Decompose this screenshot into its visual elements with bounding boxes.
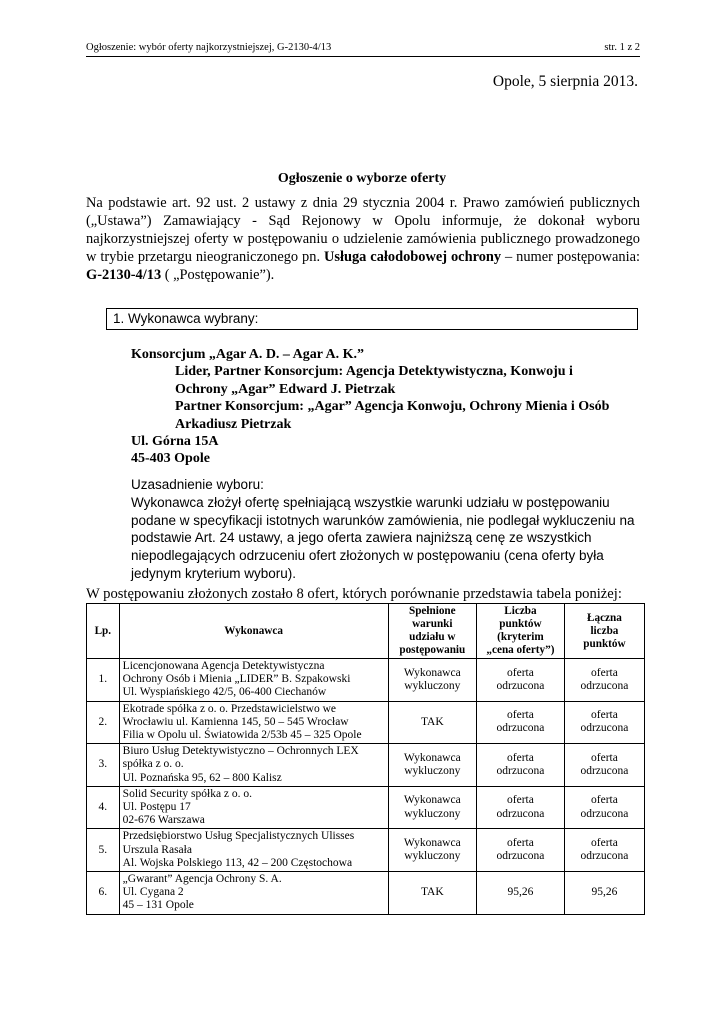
section-heading-box xyxy=(106,308,638,330)
page-header xyxy=(86,42,640,57)
cell-line: oferta xyxy=(507,751,534,764)
cell-warunki xyxy=(388,744,476,787)
cell-line: odrzucona xyxy=(496,850,545,863)
cell-line: odrzucona xyxy=(496,807,545,820)
cell-line: Solid Security spółka z o. o. xyxy=(122,787,253,800)
cell-line: odrzucona xyxy=(496,679,545,692)
header-laczna-line: liczba xyxy=(590,624,619,637)
justification-line: jedynym kryterium wyboru). xyxy=(131,565,297,581)
cell-line: wykluczony xyxy=(404,850,461,863)
cell-laczna xyxy=(564,786,644,829)
consortium-partner-line1: Partner Konsorcjum: „Agar” Agencja Konwoju, Ochrony Mienia i Osób xyxy=(175,399,610,415)
cell-line: Wrocławiu ul. Kamienna 145, 50 – 545 Wrocław xyxy=(122,715,349,728)
justification-line: podane w specyfikacji istotnych warunków zamówienia, nie podlegał wykluczeniu na xyxy=(131,512,635,528)
header-laczna xyxy=(564,604,644,659)
justification-heading: Uzasadnienie wyboru: xyxy=(131,477,264,492)
cell-punkty xyxy=(477,786,565,829)
cell-line: wykluczony xyxy=(404,679,461,692)
cell-line: odrzucona xyxy=(580,722,629,735)
cell-lp: 2. xyxy=(87,701,120,744)
cell-line: odrzucona xyxy=(496,765,545,778)
cell-line: Przedsiębiorstwo Usług Specjalistycznych Ulisses xyxy=(122,830,355,843)
header-warunki xyxy=(388,604,476,659)
table-header-row xyxy=(87,604,645,659)
cell-line: Biuro Usług Detektywistyczno – Ochronnych LEX xyxy=(122,745,359,758)
cell-laczna xyxy=(564,829,644,872)
header-warunki-line: postępowaniu xyxy=(399,644,466,656)
cell-punkty xyxy=(477,659,565,702)
cell-lp: 6. xyxy=(87,872,120,915)
cell-line: oferta xyxy=(507,709,534,722)
cell-line: Wykonawca xyxy=(403,751,461,764)
cell-laczna xyxy=(564,701,644,744)
cell-warunki xyxy=(388,659,476,702)
cell-wykonawca xyxy=(119,786,388,829)
cell-line: „Gwarant” Agencja Ochrony S. A. xyxy=(122,873,282,886)
selected-contractor xyxy=(131,346,641,468)
cell-lp: 3. xyxy=(87,744,120,787)
justification-line: podstawie Art. 24 ustawy, a jego oferta zawiera najniższą cenę ze wszystkich xyxy=(131,530,592,546)
cell-wykonawca xyxy=(119,829,388,872)
table-row xyxy=(87,786,645,829)
consortium-street: Ul. Górna 15A xyxy=(131,434,219,450)
intro-paragraph xyxy=(86,194,640,284)
cell-punkty xyxy=(477,701,565,744)
cell-line: Ul. Wyspiańskiego 42/5, 06-400 Ciechanów xyxy=(122,686,327,699)
table-row xyxy=(87,659,645,702)
header-punkty-line: (kryterim xyxy=(497,631,544,643)
header-lp: Lp. xyxy=(87,604,120,659)
consortium-leader-line2: Ochrony „Agar” Edward J. Pietrzak xyxy=(175,381,396,397)
cell-punkty xyxy=(477,829,565,872)
cell-wykonawca xyxy=(119,744,388,787)
cell-line: 45 – 131 Opole xyxy=(122,899,194,912)
justification-line: Wykonawca złożył ofertę spełniającą wszystkie warunki udziału w postępowaniu xyxy=(131,494,610,510)
cell-line: Wykonawca xyxy=(403,837,461,850)
cell-line: wykluczony xyxy=(404,765,461,778)
cell-line: odrzucona xyxy=(580,807,629,820)
table-row xyxy=(87,744,645,787)
cell-line: Urszula Rasała xyxy=(122,843,192,856)
cell-lp: 5. xyxy=(87,829,120,872)
cell-line: 95,26 xyxy=(591,886,618,899)
justification xyxy=(131,476,641,583)
cell-line: TAK xyxy=(420,715,444,728)
cell-punkty xyxy=(477,872,565,915)
table-row xyxy=(87,701,645,744)
cell-line: wykluczony xyxy=(404,807,461,820)
header-punkty xyxy=(477,604,565,659)
cell-line: TAK xyxy=(420,886,444,899)
cell-line: oferta xyxy=(591,794,618,807)
cell-line: odrzucona xyxy=(580,765,629,778)
justification-line: niepodlegających odrzuceniu ofert złożonych w postępowaniu (cena oferty była xyxy=(131,548,604,564)
cell-wykonawca xyxy=(119,872,388,915)
cell-punkty xyxy=(477,744,565,787)
header-title: Ogłoszenie: wybór oferty najkorzystniejszej, G-2130-4/13 xyxy=(86,42,332,53)
intro-service-name: Usługa całodobowej ochrony xyxy=(323,249,502,265)
cell-line: 02-676 Warszawa xyxy=(122,814,205,827)
cell-lp: 4. xyxy=(87,786,120,829)
table-row xyxy=(87,829,645,872)
cell-line: 95,26 xyxy=(507,886,534,899)
cell-line: oferta xyxy=(591,666,618,679)
cell-line: Licencjonowana Agencja Detektywistyczna xyxy=(122,660,325,672)
header-warunki-line: Spełnione xyxy=(408,605,456,617)
cell-line: Ul. Postępu 17 xyxy=(122,801,191,814)
cell-line: odrzucona xyxy=(496,722,545,735)
consortium-leader-line1: Lider, Partner Konsorcjum: Agencja Detektywistyczna, Konwoju i xyxy=(175,364,573,380)
cell-line: oferta xyxy=(507,794,534,807)
header-punkty-line: Liczba xyxy=(504,605,537,617)
cell-line: Filia w Opolu ul. Światowida 2/53b 45 – 325 Opole xyxy=(122,729,362,742)
cell-line: Wykonawca xyxy=(403,666,461,679)
cell-wykonawca xyxy=(119,659,388,702)
consortium-city: 45-403 Opole xyxy=(131,451,210,467)
document-date: Opole, 5 sierpnia 2013. xyxy=(492,73,638,90)
cell-line: oferta xyxy=(591,751,618,764)
cell-line: oferta xyxy=(591,709,618,722)
cell-line: oferta xyxy=(507,837,534,850)
cell-line: odrzucona xyxy=(580,679,629,692)
cell-wykonawca xyxy=(119,701,388,744)
consortium-name: Konsorcjum „Agar A. D. – Agar A. K.” xyxy=(131,347,364,362)
intro-text-2: – numer postępowania: xyxy=(501,249,640,265)
header-wykonawca: Wykonawca xyxy=(119,604,388,659)
section-heading: 1. Wykonawca wybrany: xyxy=(113,311,259,326)
cell-line: Wykonawca xyxy=(403,794,461,807)
cell-line: Ekotrade spółka z o. o. Przedstawicielstwo we xyxy=(122,702,337,715)
page-number: str. 1 z 2 xyxy=(604,42,640,53)
table-row xyxy=(87,872,645,915)
cell-line: oferta xyxy=(591,837,618,850)
cell-laczna xyxy=(564,659,644,702)
cell-line: spółka z o. o. xyxy=(122,758,184,771)
cell-line: Al. Wojska Polskiego 113, 42 – 200 Częstochowa xyxy=(122,856,353,869)
cell-warunki xyxy=(388,872,476,915)
cell-warunki xyxy=(388,829,476,872)
cell-laczna xyxy=(564,872,644,915)
cell-line: Ochrony Osób i Mienia „LIDER” B. Szpakowski xyxy=(122,673,351,686)
cell-warunki xyxy=(388,701,476,744)
cell-line: Ul. Cygana 2 xyxy=(122,886,184,899)
cell-line: oferta xyxy=(507,666,534,679)
document-title: Ogłoszenie o wyborze oferty xyxy=(277,171,447,186)
cell-warunki xyxy=(388,786,476,829)
intro-text-3: ( „Postępowanie”). xyxy=(161,267,275,283)
header-punkty-line: punktów xyxy=(499,618,542,630)
consortium-partner-line2: Arkadiusz Pietrzak xyxy=(175,416,292,432)
header-warunki-line: warunki xyxy=(412,618,453,630)
intro-text-1: Na podstawie art. 92 ust. 2 ustawy z dnia 29 stycznia 2004 r. Prawo zamówień publicznych („Ustawa”) Zamawiający - Sąd Rejonowy w Opolu informuje, że dokonał wyboru najkorzystniejszej oferty w postępowaniu o udzielenie zamówienia publicznego prowadzonego w trybie przetargu nieograniczonego pn. xyxy=(86,195,640,265)
cell-laczna xyxy=(564,744,644,787)
intro-procedure-number: G-2130-4/13 xyxy=(86,267,162,283)
header-warunki-line: udziału w xyxy=(409,631,456,643)
header-laczna-line: Łączna xyxy=(587,611,622,624)
cell-line: odrzucona xyxy=(580,850,629,863)
offers-table xyxy=(86,603,645,915)
header-punkty-line: „cena oferty”) xyxy=(486,644,555,656)
header-laczna-line: punktów xyxy=(583,637,626,650)
cell-lp: 1. xyxy=(87,659,120,702)
table-intro: W postępowaniu złożonych zostało 8 ofert, których porównanie przedstawia tabela poniżej: xyxy=(86,586,622,602)
cell-line: Ul. Poznańska 95, 62 – 800 Kalisz xyxy=(122,771,282,784)
